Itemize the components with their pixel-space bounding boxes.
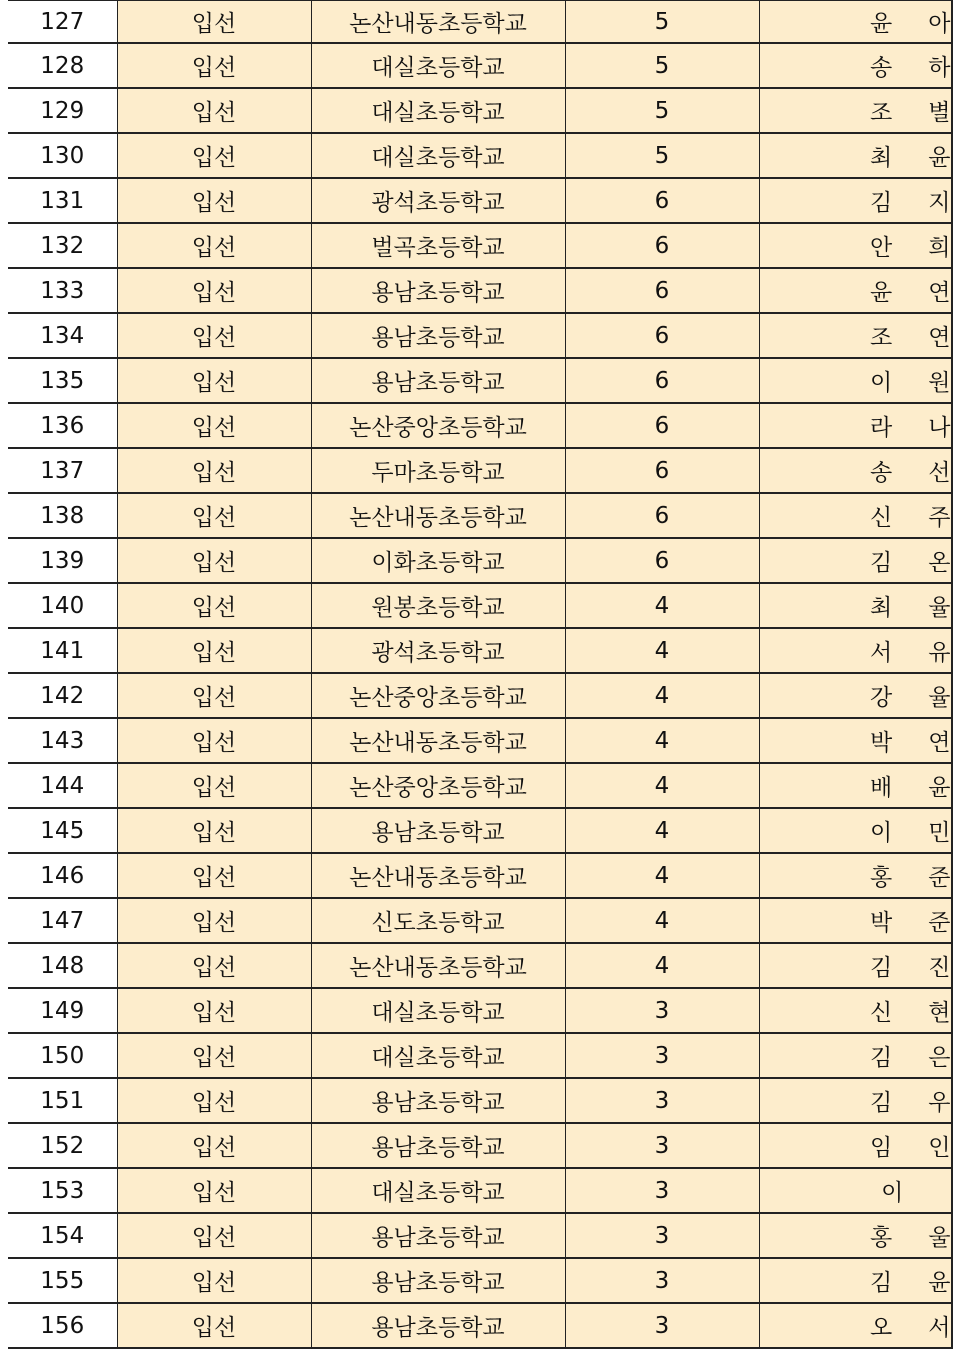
table-row: [8, 943, 952, 988]
award-category-cell[interactable]: 입선: [117, 268, 311, 313]
row-number-cell[interactable]: 152: [8, 1123, 117, 1168]
student-surname: 이: [870, 370, 893, 396]
student-name-cell[interactable]: [759, 1123, 952, 1168]
student-surname: 오: [870, 1315, 893, 1341]
student-given-name: 현: [928, 1000, 951, 1026]
award-category-cell[interactable]: 입선: [117, 808, 311, 853]
table-row: [8, 1168, 952, 1213]
student-surname: 박: [870, 730, 893, 756]
grade-cell[interactable]: 3: [565, 1123, 759, 1168]
student-surname: 홍: [870, 865, 893, 891]
award-category-cell[interactable]: 입선: [117, 1, 311, 44]
grade-cell[interactable]: 6: [565, 493, 759, 538]
student-surname: 김: [870, 955, 893, 981]
row-number-cell[interactable]: 156: [8, 1303, 117, 1348]
school-name-cell[interactable]: 용남초등학교: [311, 1213, 565, 1258]
award-category-cell[interactable]: 입선: [117, 1168, 311, 1213]
school-name-cell[interactable]: 논산중앙초등학교: [311, 673, 565, 718]
student-name: [760, 319, 952, 352]
student-name-cell[interactable]: [759, 403, 952, 448]
school-name-cell[interactable]: 용남초등학교: [311, 313, 565, 358]
school-name-cell[interactable]: 광석초등학교: [311, 628, 565, 673]
school-name-cell[interactable]: 논산중앙초등학교: [311, 403, 565, 448]
award-category-cell[interactable]: 입선: [117, 988, 311, 1033]
student-surname: 최: [870, 145, 893, 171]
student-given-name: 별: [928, 100, 951, 126]
school-name-cell[interactable]: 논산내동초등학교: [311, 1, 565, 44]
grade-cell[interactable]: 4: [565, 628, 759, 673]
school-name-cell[interactable]: 대실초등학교: [311, 1033, 565, 1078]
table-row: [8, 1123, 952, 1168]
student-name-cell[interactable]: [759, 538, 952, 583]
student-given-name: 연: [928, 325, 951, 351]
student-given-name: 윤: [928, 145, 951, 171]
student-surname: 최: [870, 595, 893, 621]
student-name-cell[interactable]: [759, 448, 952, 493]
table-row: [8, 1078, 952, 1123]
student-name-cell[interactable]: [759, 133, 952, 178]
grade-cell[interactable]: 4: [565, 853, 759, 898]
row-number-cell[interactable]: 155: [8, 1258, 117, 1303]
student-name: [760, 1264, 952, 1297]
student-name: [760, 1084, 952, 1117]
grade-cell[interactable]: 6: [565, 358, 759, 403]
award-category-cell[interactable]: 입선: [117, 43, 311, 88]
table-row: [8, 1033, 952, 1078]
student-surname: 김: [870, 550, 893, 576]
student-surname: 박: [870, 910, 893, 936]
student-name-cell[interactable]: [759, 763, 952, 808]
award-category-cell[interactable]: 입선: [117, 493, 311, 538]
student-name: [760, 769, 952, 802]
student-surname: 윤: [870, 280, 893, 306]
grade-cell[interactable]: 6: [565, 448, 759, 493]
student-given-name: 선: [928, 460, 951, 486]
school-name-cell[interactable]: 논산내동초등학교: [311, 718, 565, 763]
row-number-cell[interactable]: 154: [8, 1213, 117, 1258]
student-given-name: 연: [928, 280, 951, 306]
student-name: [760, 544, 952, 577]
school-name-cell[interactable]: 용남초등학교: [311, 808, 565, 853]
student-name-cell[interactable]: [759, 268, 952, 313]
table-row: [8, 718, 952, 763]
award-category-cell[interactable]: 입선: [117, 1303, 311, 1348]
award-category-cell[interactable]: 입선: [117, 403, 311, 448]
student-name: [760, 184, 952, 217]
table-row: [8, 268, 952, 313]
row-number-cell[interactable]: 131: [8, 178, 117, 223]
table-row: [8, 448, 952, 493]
table-row: [8, 88, 952, 133]
table-row: [8, 853, 952, 898]
grade-cell[interactable]: 4: [565, 943, 759, 988]
award-category-cell[interactable]: 입선: [117, 1033, 311, 1078]
student-name: [760, 904, 952, 937]
grade-cell[interactable]: 4: [565, 898, 759, 943]
student-given-name: 율: [928, 685, 951, 711]
student-name: [760, 94, 952, 127]
student-name-cell[interactable]: [759, 223, 952, 268]
student-name-cell[interactable]: [759, 43, 952, 88]
award-category-cell[interactable]: 입선: [117, 1213, 311, 1258]
row-number-cell[interactable]: 130: [8, 133, 117, 178]
school-name-cell[interactable]: 대실초등학교: [311, 43, 565, 88]
student-name: [760, 814, 952, 847]
grade-cell[interactable]: 3: [565, 1303, 759, 1348]
student-surname: 송: [870, 460, 893, 486]
school-name-cell[interactable]: 용남초등학교: [311, 268, 565, 313]
student-given-name: 진: [928, 955, 951, 981]
award-category-cell[interactable]: 입선: [117, 1258, 311, 1303]
student-surname: 이: [870, 820, 893, 846]
row-number-cell[interactable]: 150: [8, 1033, 117, 1078]
table-row: [8, 583, 952, 628]
row-number-cell[interactable]: 145: [8, 808, 117, 853]
student-name-cell[interactable]: [759, 1213, 952, 1258]
student-name-cell[interactable]: [759, 673, 952, 718]
row-number-cell[interactable]: 147: [8, 898, 117, 943]
row-number-cell[interactable]: 139: [8, 538, 117, 583]
student-name: [760, 364, 952, 397]
school-name-cell[interactable]: 원봉초등학교: [311, 583, 565, 628]
award-category-cell[interactable]: 입선: [117, 718, 311, 763]
student-name: [760, 724, 952, 757]
table-row: [8, 898, 952, 943]
row-number-cell[interactable]: 149: [8, 988, 117, 1033]
school-name-cell[interactable]: 두마초등학교: [311, 448, 565, 493]
student-given-name: 희: [928, 235, 951, 261]
student-given-name: 율: [928, 595, 951, 621]
row-number-cell[interactable]: 132: [8, 223, 117, 268]
award-table-body: [8, 1, 952, 1349]
student-name-cell[interactable]: [759, 88, 952, 133]
student-surname: 윤: [870, 11, 893, 37]
grade-cell[interactable]: 5: [565, 133, 759, 178]
grade-cell[interactable]: 5: [565, 88, 759, 133]
grade-cell[interactable]: 4: [565, 718, 759, 763]
student-surname: 조: [870, 100, 893, 126]
table-row: [8, 223, 952, 268]
student-surname: 안: [870, 235, 893, 261]
school-name-cell[interactable]: 대실초등학교: [311, 133, 565, 178]
student-given-name: 서: [928, 1315, 951, 1341]
row-number-cell[interactable]: 143: [8, 718, 117, 763]
table-row: [8, 1258, 952, 1303]
school-name-cell[interactable]: 용남초등학교: [311, 1123, 565, 1168]
school-name-cell[interactable]: 용남초등학교: [311, 1078, 565, 1123]
award-category-cell[interactable]: 입선: [117, 1123, 311, 1168]
student-name-cell[interactable]: [759, 583, 952, 628]
student-given-name: 주: [928, 505, 951, 531]
school-name-cell[interactable]: 신도초등학교: [311, 898, 565, 943]
award-category-cell[interactable]: 입선: [117, 583, 311, 628]
student-given-name: 온: [928, 550, 951, 576]
student-surname: 라: [870, 415, 893, 441]
student-given-name: 연: [928, 730, 951, 756]
school-name-cell[interactable]: 논산내동초등학교: [311, 493, 565, 538]
student-surname: 이: [881, 1180, 904, 1206]
student-name: [760, 499, 952, 532]
student-surname: 홍: [870, 1225, 893, 1251]
student-name-cell[interactable]: [759, 1078, 952, 1123]
student-name: [760, 49, 952, 82]
student-given-name: 지: [928, 190, 951, 216]
grade-cell[interactable]: 5: [565, 1, 759, 44]
student-given-name: 은: [928, 1045, 951, 1071]
student-name: [760, 1129, 952, 1162]
row-number-cell[interactable]: 128: [8, 43, 117, 88]
student-name-cell[interactable]: [759, 988, 952, 1033]
student-name-cell[interactable]: [759, 313, 952, 358]
row-number-cell[interactable]: 136: [8, 403, 117, 448]
student-given-name: 유: [928, 640, 951, 666]
student-name-cell[interactable]: [759, 628, 952, 673]
award-category-cell[interactable]: 입선: [117, 133, 311, 178]
student-name: [760, 994, 952, 1027]
school-name-cell[interactable]: 이화초등학교: [311, 538, 565, 583]
award-category-cell[interactable]: 입선: [117, 853, 311, 898]
student-given-name: 인: [928, 1135, 951, 1161]
row-number-cell[interactable]: 129: [8, 88, 117, 133]
row-number-cell[interactable]: 140: [8, 583, 117, 628]
student-name-cell[interactable]: [759, 1033, 952, 1078]
row-number-cell[interactable]: 137: [8, 448, 117, 493]
student-name: [760, 409, 952, 442]
table-row: [8, 538, 952, 583]
grade-cell[interactable]: 6: [565, 313, 759, 358]
student-name-cell[interactable]: [759, 1303, 952, 1348]
table-row: [8, 988, 952, 1033]
student-name: [760, 274, 952, 307]
student-name-cell[interactable]: [759, 943, 952, 988]
student-name-cell[interactable]: [759, 178, 952, 223]
student-surname: 김: [870, 1270, 893, 1296]
school-name-cell[interactable]: 논산중앙초등학교: [311, 763, 565, 808]
student-given-name: 윤: [928, 775, 951, 801]
student-given-name: 울: [928, 1225, 951, 1251]
grade-cell[interactable]: 3: [565, 1033, 759, 1078]
row-number-cell[interactable]: 151: [8, 1078, 117, 1123]
award-category-cell[interactable]: 입선: [117, 628, 311, 673]
award-category-cell[interactable]: 입선: [117, 448, 311, 493]
school-name-cell[interactable]: 벌곡초등학교: [311, 223, 565, 268]
table-row: [8, 358, 952, 403]
student-surname: 신: [870, 505, 893, 531]
school-name-cell[interactable]: 용남초등학교: [311, 1303, 565, 1348]
table-row: [8, 313, 952, 358]
award-category-cell[interactable]: 입선: [117, 178, 311, 223]
student-name: [760, 454, 952, 487]
table-row: [8, 1303, 952, 1348]
grade-cell[interactable]: 3: [565, 1168, 759, 1213]
student-given-name: 아: [928, 11, 951, 37]
award-table: [8, 0, 953, 1349]
school-name-cell[interactable]: 용남초등학교: [311, 1258, 565, 1303]
row-number-cell[interactable]: 144: [8, 763, 117, 808]
student-name: [760, 1039, 952, 1072]
award-category-cell[interactable]: 입선: [117, 1078, 311, 1123]
student-name: [760, 139, 952, 172]
student-name-cell[interactable]: [759, 1168, 952, 1213]
grade-cell[interactable]: 4: [565, 583, 759, 628]
school-name-cell[interactable]: 대실초등학교: [311, 88, 565, 133]
student-name: [760, 1309, 952, 1342]
student-surname: 강: [870, 685, 893, 711]
grade-cell[interactable]: 6: [565, 538, 759, 583]
table-row: [8, 133, 952, 178]
school-name-cell[interactable]: 광석초등학교: [311, 178, 565, 223]
student-name-cell[interactable]: [759, 1, 952, 44]
award-category-cell[interactable]: 입선: [117, 673, 311, 718]
grade-cell[interactable]: 4: [565, 808, 759, 853]
row-number-cell[interactable]: 138: [8, 493, 117, 538]
student-name: [760, 634, 952, 667]
table-row: [8, 808, 952, 853]
student-name-cell[interactable]: [759, 1258, 952, 1303]
student-name: [760, 589, 952, 622]
student-name-cell[interactable]: [759, 493, 952, 538]
grade-cell[interactable]: 3: [565, 1258, 759, 1303]
student-name: [760, 949, 952, 982]
student-name-cell[interactable]: [759, 718, 952, 763]
table-row: [8, 1213, 952, 1258]
grade-cell[interactable]: 4: [565, 763, 759, 808]
award-category-cell[interactable]: 입선: [117, 943, 311, 988]
award-category-cell[interactable]: 입선: [117, 223, 311, 268]
table-row: [8, 673, 952, 718]
student-surname: 김: [870, 190, 893, 216]
row-number-cell[interactable]: 148: [8, 943, 117, 988]
student-given-name: 준: [928, 865, 951, 891]
award-category-cell[interactable]: 입선: [117, 313, 311, 358]
student-name: [760, 229, 952, 262]
row-number-cell[interactable]: 142: [8, 673, 117, 718]
table-row: [8, 178, 952, 223]
student-surname: 신: [870, 1000, 893, 1026]
student-name-cell[interactable]: [759, 808, 952, 853]
student-surname: 임: [870, 1135, 893, 1161]
table-row: [8, 403, 952, 448]
student-given-name: 민: [928, 820, 951, 846]
school-name-cell[interactable]: 용남초등학교: [311, 358, 565, 403]
award-category-cell[interactable]: 입선: [117, 358, 311, 403]
student-surname: 조: [870, 325, 893, 351]
student-given-name: 우: [928, 1090, 951, 1116]
student-name: [760, 679, 952, 712]
student-name-cell[interactable]: [759, 358, 952, 403]
school-name-cell[interactable]: 대실초등학교: [311, 988, 565, 1033]
student-given-name: 윤: [928, 1270, 951, 1296]
student-surname: 서: [870, 640, 893, 666]
grade-cell[interactable]: 3: [565, 988, 759, 1033]
student-surname: 배: [870, 775, 893, 801]
row-number-cell[interactable]: 153: [8, 1168, 117, 1213]
student-name: [760, 1174, 952, 1207]
student-surname: 김: [870, 1045, 893, 1071]
row-number-cell[interactable]: 127: [8, 1, 117, 44]
grade-cell[interactable]: 3: [565, 1213, 759, 1258]
student-name: [760, 1219, 952, 1252]
table-row: [8, 43, 952, 88]
row-number-cell[interactable]: 133: [8, 268, 117, 313]
grade-cell[interactable]: 6: [565, 268, 759, 313]
grade-cell[interactable]: 4: [565, 673, 759, 718]
student-name: [760, 859, 952, 892]
award-category-cell[interactable]: 입선: [117, 763, 311, 808]
table-row: [8, 1, 952, 44]
grade-cell[interactable]: 5: [565, 43, 759, 88]
row-number-cell[interactable]: 146: [8, 853, 117, 898]
school-name-cell[interactable]: 논산내동초등학교: [311, 943, 565, 988]
grade-cell[interactable]: 6: [565, 178, 759, 223]
grade-cell[interactable]: 6: [565, 403, 759, 448]
award-category-cell[interactable]: 입선: [117, 88, 311, 133]
award-category-cell[interactable]: 입선: [117, 898, 311, 943]
student-name-cell[interactable]: [759, 898, 952, 943]
table-row: [8, 628, 952, 673]
table-row: [8, 763, 952, 808]
award-category-cell[interactable]: 입선: [117, 538, 311, 583]
student-surname: 김: [870, 1090, 893, 1116]
student-given-name: 준: [928, 910, 951, 936]
school-name-cell[interactable]: 논산내동초등학교: [311, 853, 565, 898]
student-given-name: 나: [928, 415, 951, 441]
grade-cell[interactable]: 3: [565, 1078, 759, 1123]
row-number-cell[interactable]: 141: [8, 628, 117, 673]
student-name: [760, 5, 952, 38]
table-row: [8, 493, 952, 538]
student-name-cell[interactable]: [759, 853, 952, 898]
row-number-cell[interactable]: 134: [8, 313, 117, 358]
row-number-cell[interactable]: 135: [8, 358, 117, 403]
grade-cell[interactable]: 6: [565, 223, 759, 268]
student-surname: 송: [870, 55, 893, 81]
student-given-name: 하: [928, 55, 951, 81]
student-given-name: 원: [928, 370, 951, 396]
school-name-cell[interactable]: 대실초등학교: [311, 1168, 565, 1213]
